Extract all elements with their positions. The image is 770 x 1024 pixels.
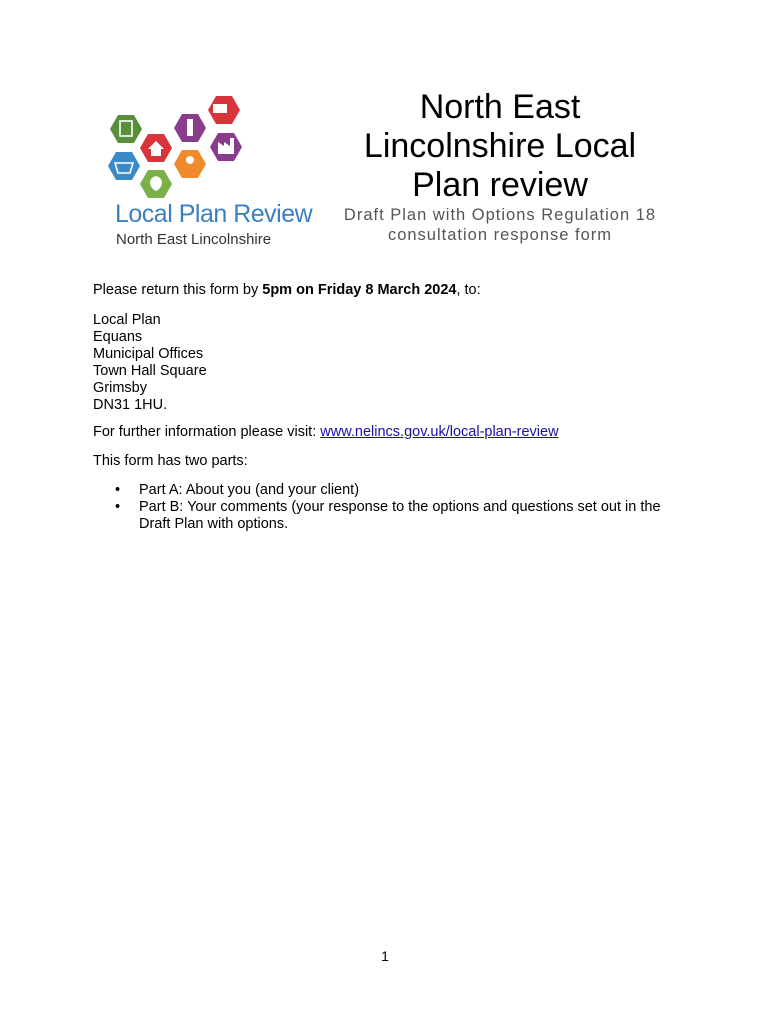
address-line: Municipal Offices bbox=[93, 346, 204, 362]
address-line: Equans bbox=[93, 329, 143, 345]
address-line: Grimsby bbox=[93, 380, 147, 396]
local-plan-review-link[interactable]: www.nelincs.gov.uk/local-plan-review bbox=[320, 424, 559, 440]
address-line: Town Hall Square bbox=[93, 363, 207, 379]
further-info-text: For further information please visit: bbox=[93, 424, 321, 440]
document-title: North East Lincolnshire Local Plan review bbox=[363, 88, 637, 204]
list-item bbox=[93, 482, 693, 499]
return-instruction-text: Please return this form by bbox=[93, 282, 263, 298]
logo-title: Local Plan Review bbox=[115, 200, 313, 228]
basket-hexagon bbox=[108, 152, 140, 180]
bus-icon bbox=[213, 104, 227, 113]
checklist-hexagon bbox=[110, 115, 142, 143]
parts-intro: This form has two parts: bbox=[93, 453, 248, 469]
address-line: Local Plan bbox=[93, 312, 161, 328]
deadline: 5pm on Friday 8 March 2024 bbox=[262, 282, 457, 298]
return-instruction bbox=[93, 282, 481, 299]
bullet-icon: • bbox=[115, 499, 121, 515]
part-a-text: Part A: About you (and your client) bbox=[139, 482, 360, 498]
bullet-icon: • bbox=[115, 482, 121, 498]
address-line: DN31 1HU. bbox=[93, 397, 168, 413]
list-item bbox=[93, 499, 693, 533]
logo-subtitle: North East Lincolnshire bbox=[116, 231, 272, 248]
people-icon bbox=[186, 156, 194, 164]
further-info bbox=[93, 424, 559, 441]
document-subtitle: Draft Plan with Options Regulation 18 consultation response form bbox=[343, 206, 657, 244]
tower-icon bbox=[187, 119, 193, 136]
return-instruction-suffix: , to: bbox=[456, 282, 481, 298]
parts-list bbox=[93, 482, 693, 533]
postal-address bbox=[93, 312, 207, 414]
page-number: 1 bbox=[381, 948, 389, 964]
part-b-text: Part B: Your comments (your response to the options and questions set out in the Draft Plan with options. bbox=[139, 499, 661, 532]
